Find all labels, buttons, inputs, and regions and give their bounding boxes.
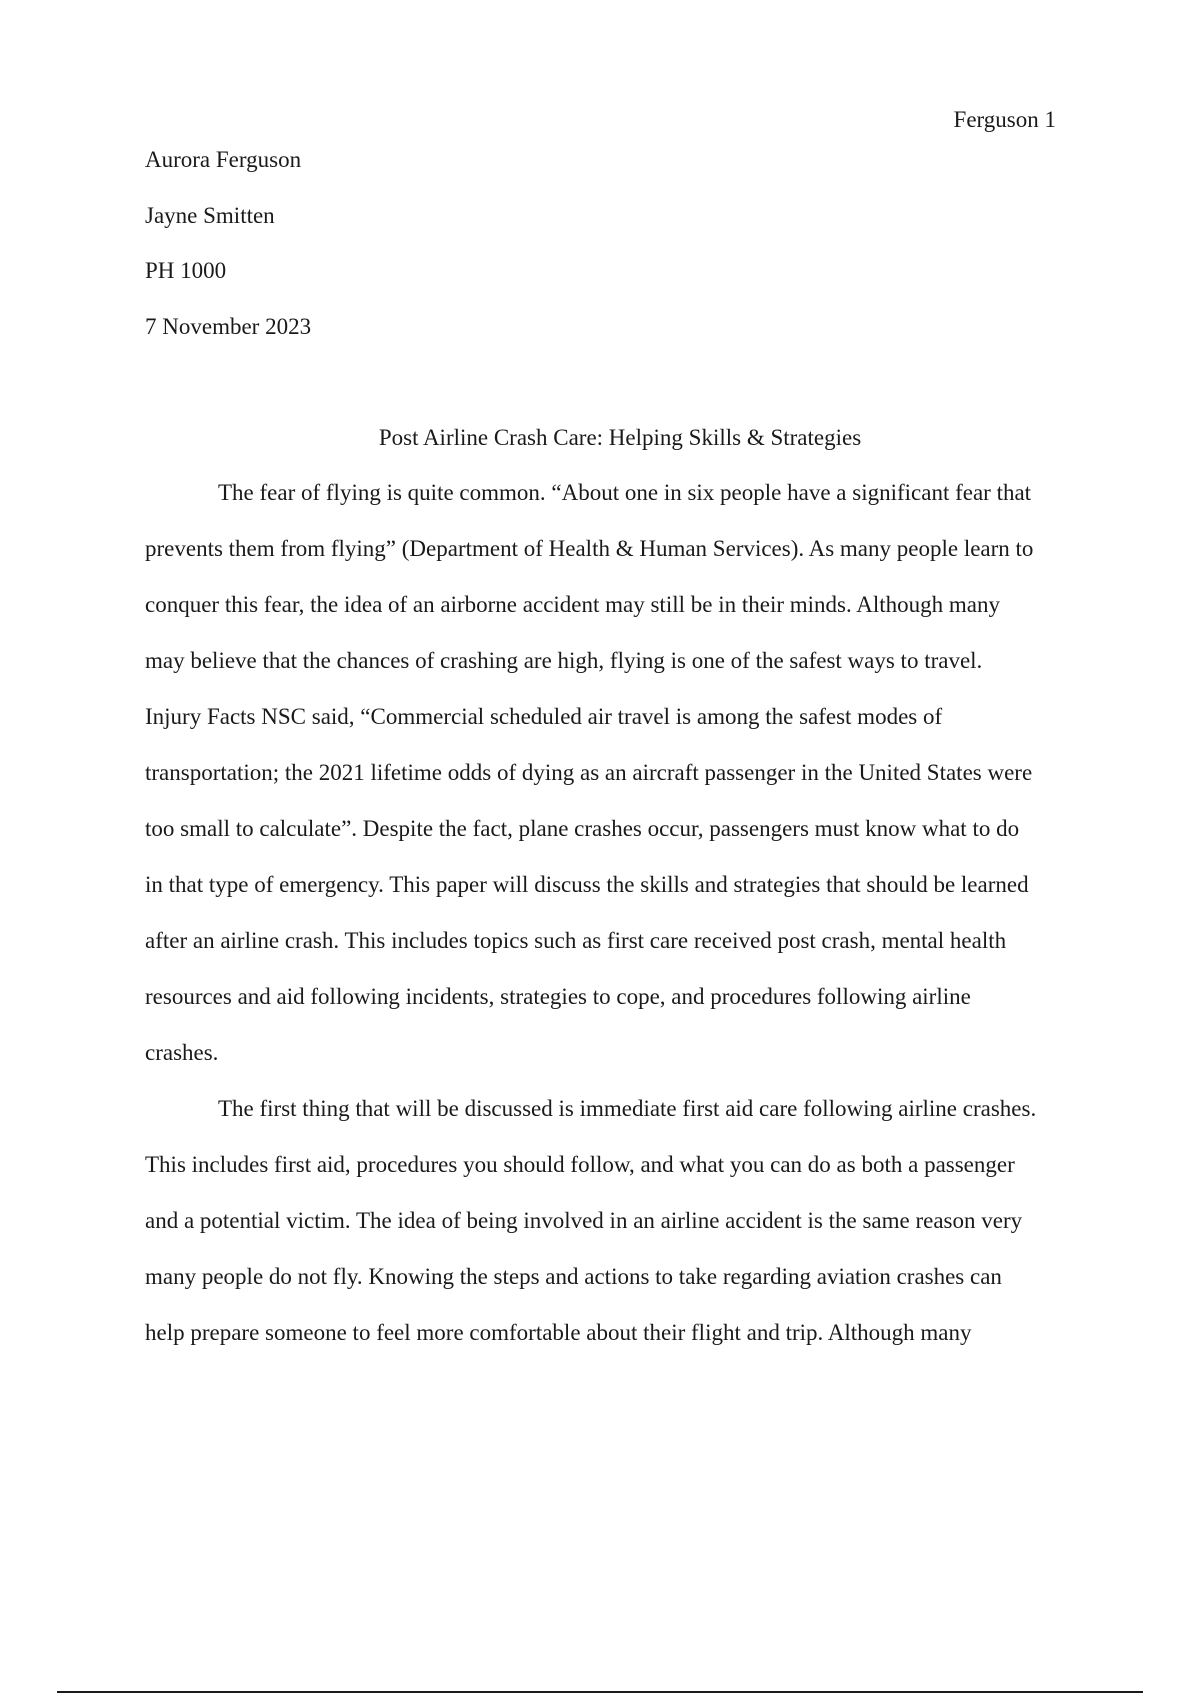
paragraph-line: transportation; the 2021 lifetime odds of dying as an aircraft passenger in the United States were	[145, 760, 1033, 785]
paper-body	[145, 477, 1100, 1373]
running-head: Ferguson 1	[953, 107, 1056, 132]
paragraph-line: resources and aid following incidents, strategies to cope, and procedures following airline	[145, 984, 971, 1009]
author-name: Aurora Ferguson	[145, 147, 302, 172]
paragraph-line: crashes.	[145, 1040, 219, 1065]
paragraph-line: after an airline crash. This includes topics such as first care received post crash, mental health	[145, 928, 1007, 953]
paragraph-line: Injury Facts NSC said, “Commercial scheduled air travel is among the safest modes of	[145, 704, 943, 729]
paragraph-line: may believe that the chances of crashing are high, flying is one of the safest ways to travel.	[145, 648, 983, 673]
paragraph-1	[145, 477, 1100, 1093]
course-code: PH 1000	[145, 258, 227, 283]
paragraph-line: conquer this fear, the idea of an airborne accident may still be in their minds. Although many	[145, 592, 1000, 617]
paragraph-line: too small to calculate”. Despite the fact, plane crashes occur, passengers must know what to do	[145, 816, 1020, 841]
paragraph-line: help prepare someone to feel more comfortable about their flight and trip. Although many	[145, 1320, 972, 1345]
paper-date: 7 November 2023	[145, 313, 312, 339]
paragraph-2	[145, 1093, 1100, 1373]
paragraph-line: prevents them from flying” (Department of Health & Human Services). As many people learn to	[145, 536, 1034, 561]
page-bottom-rule	[57, 1691, 1143, 1693]
paragraph-line: The first thing that will be discussed is immediate first aid care following airline crashes.	[218, 1096, 1037, 1121]
paragraph-line: The fear of flying is quite common. “About one in six people have a significant fear that	[218, 480, 1032, 505]
paragraph-line: and a potential victim. The idea of being involved in an airline accident is the same reason very	[145, 1208, 1023, 1233]
paper-title: Post Airline Crash Care: Helping Skills & Strategies	[378, 425, 862, 450]
paragraph-line: many people do not fly. Knowing the steps and actions to take regarding aviation crashes can	[145, 1264, 1002, 1289]
mla-heading-block	[145, 144, 1085, 366]
paragraph-line: in that type of emergency. This paper will discuss the skills and strategies that should be learned	[145, 872, 1029, 897]
paragraph-line: This includes first aid, procedures you should follow, and what you can do as both a passenger	[145, 1152, 1015, 1177]
instructor-name: Jayne Smitten	[145, 202, 275, 228]
